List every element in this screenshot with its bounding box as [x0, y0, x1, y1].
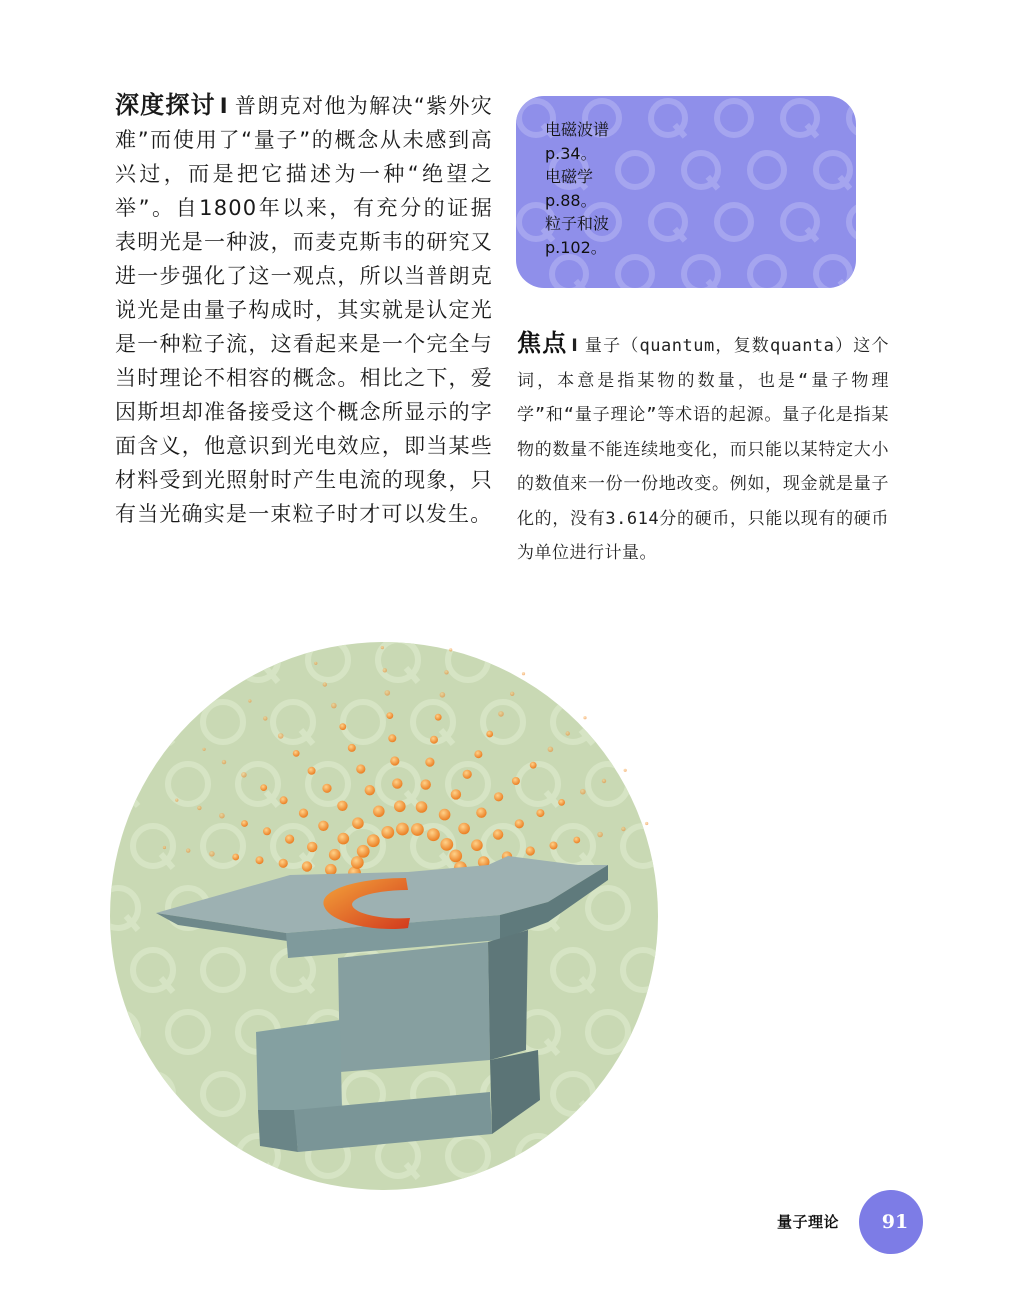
deep-discussion-heading: 深度探讨	[115, 90, 216, 119]
light-particle	[573, 837, 580, 844]
deep-discussion-body: 普朗克对他为解决“紫外灾难”而使用了“量子”的概念从未感到高兴过，而是把它描述为一种“绝望之举”。自1800年以来，有充分的证据表明光是一种波，而麦克斯韦的研究又进一步强化了这一观点，所以当普朗克说光是由量子构成时，其实就是认定光是一种粒子流，这看起来是一个完全与当时理论不相容的概念。相比之下，爱因斯坦却准备接受这个概念所显示的字面含义，他意识到光电效应，即当某些材料受到光照射时产生电流的现象，只有当光确实是一束粒子时才可以发生。	[115, 94, 494, 526]
light-particle	[381, 826, 394, 839]
light-particle	[302, 861, 312, 871]
light-particle	[526, 846, 535, 855]
light-particle	[411, 823, 424, 836]
light-particle	[444, 670, 448, 674]
xref-topic[interactable]: 电磁学	[545, 167, 594, 186]
light-particle	[390, 756, 399, 765]
light-particle	[348, 744, 356, 752]
light-particle	[325, 864, 337, 876]
light-particle	[458, 823, 470, 835]
light-particle	[494, 792, 503, 801]
light-particle	[392, 778, 402, 788]
cross-reference-box	[516, 96, 856, 288]
heading-separator: I	[219, 94, 229, 118]
light-particle	[597, 832, 603, 838]
light-particle	[383, 668, 387, 672]
light-particle	[425, 758, 434, 767]
light-particle	[430, 736, 438, 744]
light-particle	[427, 828, 440, 841]
light-particle	[440, 838, 453, 851]
light-particle	[486, 731, 493, 738]
light-particle	[388, 734, 396, 742]
cross-reference-list	[545, 118, 609, 259]
light-particle	[280, 796, 288, 804]
light-particle	[339, 723, 346, 730]
light-particle	[352, 817, 364, 829]
light-particle	[322, 784, 331, 793]
anvil-illustration	[108, 640, 660, 1192]
light-particle	[279, 859, 288, 868]
light-particle	[449, 648, 452, 651]
light-particle	[522, 672, 525, 675]
focus-body: 量子（quantum，复数quanta）这个词，本意是指某物的数量，也是“量子物理学”和“量子理论”等术语的起源。量子化是指某物的数量不能连续地变化，而只能以某特定大小的数值来一份一份地改变。例如，现金就是量子化的，没有3.614分的硬币，只能以现有的硬币为单位进行计量。	[517, 336, 889, 563]
light-particle	[307, 842, 317, 852]
light-particle	[373, 806, 385, 818]
xref-page[interactable]: p.102。	[545, 237, 607, 257]
light-particle	[338, 833, 350, 845]
light-particle	[241, 820, 248, 827]
light-particle	[197, 806, 201, 810]
light-particle	[385, 690, 391, 696]
light-particle	[175, 799, 178, 802]
light-particle	[356, 764, 365, 773]
light-particle	[583, 716, 586, 719]
light-particle	[548, 747, 554, 753]
light-particle	[394, 801, 406, 813]
light-particle	[396, 823, 409, 836]
heading-separator: I	[571, 336, 579, 356]
light-particle	[435, 714, 442, 721]
light-particle	[318, 821, 328, 831]
light-particle	[474, 750, 482, 758]
page-number-badge	[859, 1190, 923, 1254]
light-particle	[219, 813, 225, 819]
light-particle	[471, 839, 483, 851]
light-particle	[263, 716, 267, 720]
light-particle	[299, 809, 308, 818]
light-particle	[602, 779, 606, 783]
page-number: 91	[881, 1211, 909, 1233]
light-particle	[308, 767, 316, 775]
light-particle	[386, 712, 393, 719]
deep-discussion-section	[115, 88, 493, 531]
light-particle	[323, 682, 327, 686]
light-particle	[381, 646, 384, 649]
xref-page[interactable]: p.34。	[545, 143, 597, 163]
focus-section	[517, 326, 889, 571]
light-particle	[536, 809, 544, 817]
light-particle	[624, 769, 627, 772]
xref-topic[interactable]: 电磁波谱	[545, 120, 610, 139]
light-particle	[203, 748, 206, 751]
light-particle	[186, 848, 190, 852]
light-particle	[248, 699, 251, 702]
light-particle	[260, 784, 267, 791]
light-particle	[163, 846, 166, 849]
light-particle	[512, 777, 520, 785]
light-particle	[580, 789, 586, 795]
light-particle	[451, 789, 461, 799]
light-particle	[416, 801, 428, 813]
light-particle	[515, 819, 524, 828]
light-particle	[439, 809, 451, 821]
focus-heading: 焦点	[517, 328, 568, 357]
light-particle	[329, 849, 341, 861]
light-particle	[566, 731, 570, 735]
light-particle	[493, 829, 503, 839]
light-particle	[440, 692, 446, 698]
light-particle	[357, 845, 370, 858]
light-particle	[256, 856, 264, 864]
light-particle	[645, 822, 648, 825]
light-particle	[498, 711, 504, 717]
light-particle	[463, 770, 472, 779]
light-particle	[337, 801, 347, 811]
section-title: 量子理论	[777, 1213, 840, 1231]
light-particle	[293, 750, 300, 757]
light-particle	[314, 662, 317, 665]
light-particle	[285, 835, 294, 844]
light-particle	[365, 785, 375, 795]
light-particle	[222, 760, 226, 764]
light-particle	[476, 808, 486, 818]
light-particle	[232, 854, 239, 861]
xref-page[interactable]: p.88。	[545, 190, 597, 210]
light-particle	[367, 834, 380, 847]
light-particle	[449, 850, 462, 863]
light-particle	[558, 799, 565, 806]
light-particle	[550, 842, 558, 850]
light-particle	[331, 703, 337, 709]
light-particle	[241, 772, 247, 778]
xref-topic[interactable]: 粒子和波	[545, 214, 610, 233]
light-particle	[209, 851, 215, 857]
light-particle	[510, 692, 514, 696]
light-particle	[421, 779, 431, 789]
light-particle	[621, 827, 625, 831]
light-particle	[351, 856, 364, 869]
light-particle	[278, 733, 284, 739]
light-particle	[530, 762, 537, 769]
light-particle	[263, 827, 271, 835]
